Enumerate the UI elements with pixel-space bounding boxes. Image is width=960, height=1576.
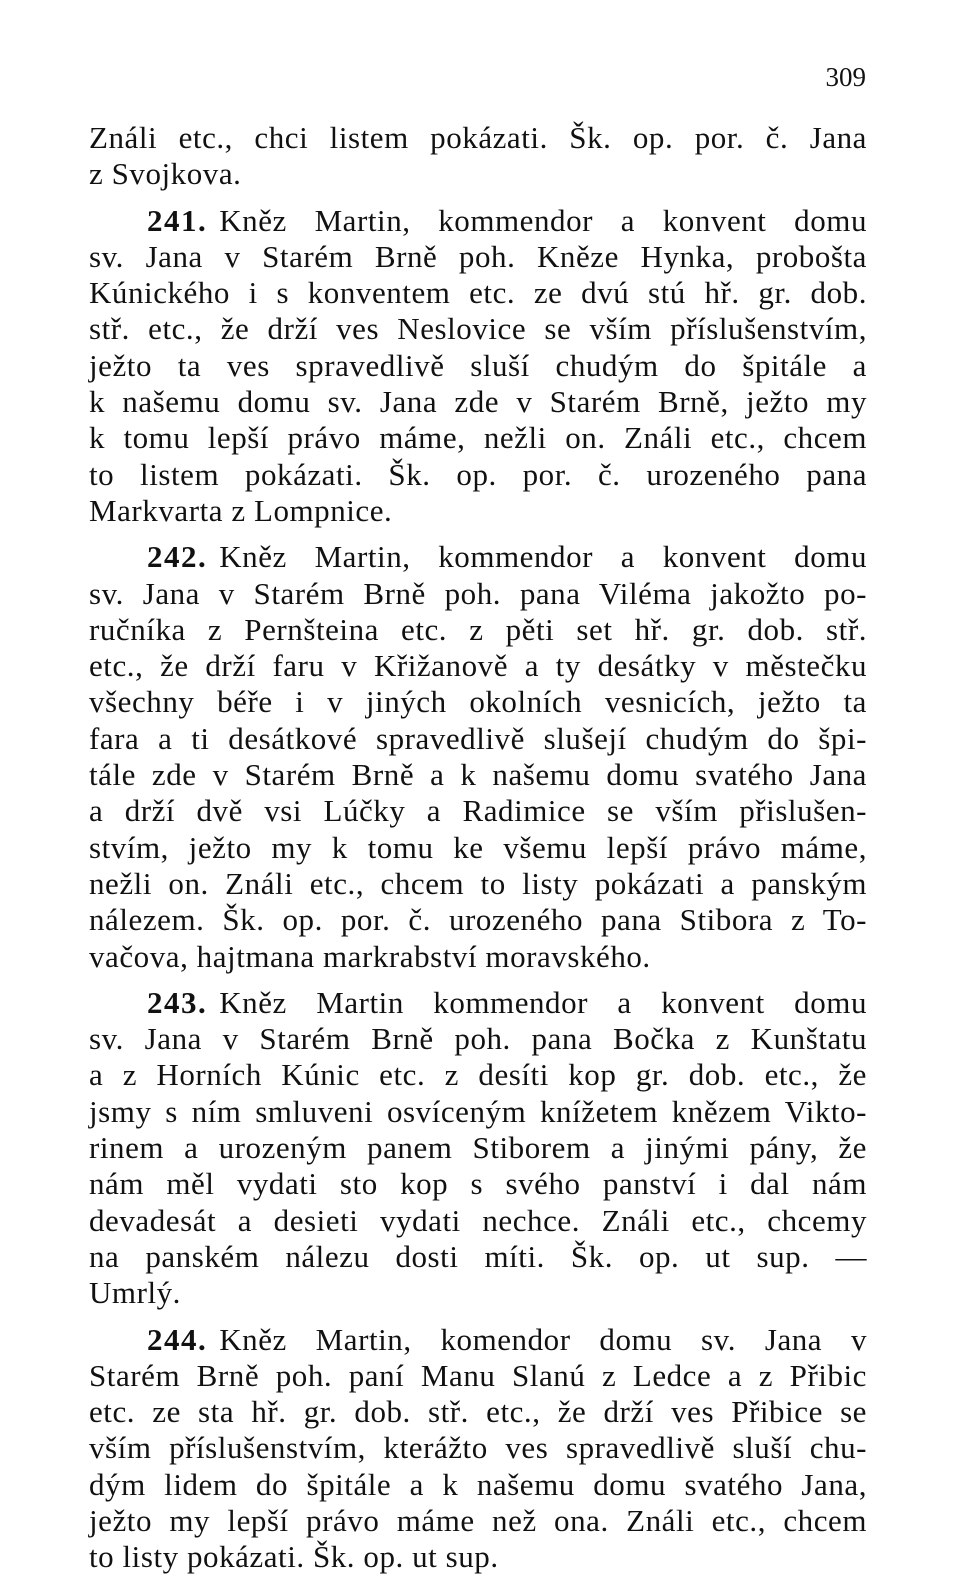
text-line: sv. Jana v Starém Brně poh. pana Viléma jakožto po- xyxy=(89,575,867,611)
text-line: etc., že drží faru v Křižanově a ty desátky v městečku xyxy=(89,648,867,684)
entry-number: 244. xyxy=(147,1321,208,1357)
text-line: na panském nálezu dosti míti. Šk. op. ut sup. — xyxy=(89,1238,867,1274)
text-line: sv. Jana v Starém Brně poh. Kněze Hynka, probošta xyxy=(89,238,867,274)
text-line: všechny béře i v jiných okolních vesnicích, ježto ta xyxy=(89,684,867,720)
text-line: vším příslušenstvím, kterážto ves spravedlivě sluší chu- xyxy=(89,1430,867,1466)
page-number: 309 xyxy=(825,62,866,92)
entry-243 xyxy=(89,985,867,1312)
text-line: nám měl vydati sto kop s svého panství i dal nám xyxy=(89,1166,867,1202)
text-line: etc. ze sta hř. gr. dob. stř. etc., že drží ves Přibice se xyxy=(89,1394,867,1430)
text-line: Starém Brně poh. paní Manu Slanú z Ledce a z Přibic xyxy=(89,1357,867,1393)
entry-first-line xyxy=(89,1322,867,1358)
text-line: to listem pokázati. Šk. op. por. č. urozeného pana xyxy=(89,456,867,492)
text-line: ručníka z Pernšteina etc. z pěti set hř. gr. dob. stř. xyxy=(89,611,867,647)
text-line: Kněz Martin kommendor a konvent domu xyxy=(219,984,867,1020)
text-line: Kúnického i s konventem etc. ze dvú stú hř. gr. dob. xyxy=(89,275,867,311)
text-line: stvím, ježto my k tomu ke všemu lepší právo máme, xyxy=(89,829,867,865)
text-line: stř. etc., že drží ves Neslovice se vším příslušenstvím, xyxy=(89,311,867,347)
text-line: nálezem. Šk. op. por. č. urozeného pana Stibora z To- xyxy=(89,902,867,938)
text-line: k našemu domu sv. Jana zde v Starém Brně, ježto my xyxy=(89,384,867,420)
entry-244 xyxy=(89,1322,867,1576)
text-line: sv. Jana v Starém Brně poh. pana Bočka z Kunštatu xyxy=(89,1021,867,1057)
text-line: k tomu lepší právo máme, nežli on. Ználi etc., chcem xyxy=(89,420,867,456)
entry-number: 243. xyxy=(147,984,208,1020)
text-line: Markvarta z Lompnice. xyxy=(89,492,393,528)
text-line: dým lidem do špitále a k našemu domu svatého Jana, xyxy=(89,1466,867,1502)
text-line: devadesát a desieti vydati nechce. Ználi etc., chcemy xyxy=(89,1202,867,1238)
body-text xyxy=(89,120,867,1576)
text-line: z Svojkova. xyxy=(89,156,242,192)
text-line: Kněz Martin, kommendor a konvent domu xyxy=(219,539,867,575)
entry-first-line xyxy=(89,985,867,1021)
text-line: ježto ta ves spravedlivě sluší chudým do špitále a xyxy=(89,347,867,383)
text-line: Ználi etc., chci listem pokázati. Šk. op. por. č. Jana xyxy=(89,120,867,155)
text-line: jsmy s ním smluveni osvíceným knížetem knězem Vikto- xyxy=(89,1093,867,1129)
entry-number: 241. xyxy=(147,202,208,238)
text-line: Kněz Martin, komendor domu sv. Jana v xyxy=(219,1321,867,1357)
text-line: tále zde v Starém Brně a k našemu domu svatého Jana xyxy=(89,757,867,793)
entry-242 xyxy=(89,539,867,975)
entry-241 xyxy=(89,203,867,530)
text-line: Umrlý. xyxy=(89,1275,181,1311)
entry-first-line xyxy=(89,203,867,239)
text-line: Kněz Martin, kommendor a konvent domu xyxy=(219,202,867,238)
text-line: to listy pokázati. Šk. op. ut sup. xyxy=(89,1539,499,1575)
entry-first-line xyxy=(89,539,867,575)
text-line: rinem a urozeným panem Stiborem a jinými pány, že xyxy=(89,1130,867,1166)
entry-number: 242. xyxy=(147,539,208,575)
text-line: ježto my lepší právo máme než ona. Ználi etc., chcem xyxy=(89,1502,867,1538)
text-line: a drží dvě vsi Lúčky a Radimice se vším přislušen- xyxy=(89,793,867,829)
text-line: fara a ti desátkové spravedlivě slušejí chudým do špi- xyxy=(89,720,867,756)
text-line: a z Horních Kúnic etc. z desíti kop gr. dob. etc., že xyxy=(89,1057,867,1093)
text-line: nežli on. Ználi etc., chcem to listy pokázati a panským xyxy=(89,865,867,901)
text-line: vačova, hajtmana markrabství moravského. xyxy=(89,938,651,974)
